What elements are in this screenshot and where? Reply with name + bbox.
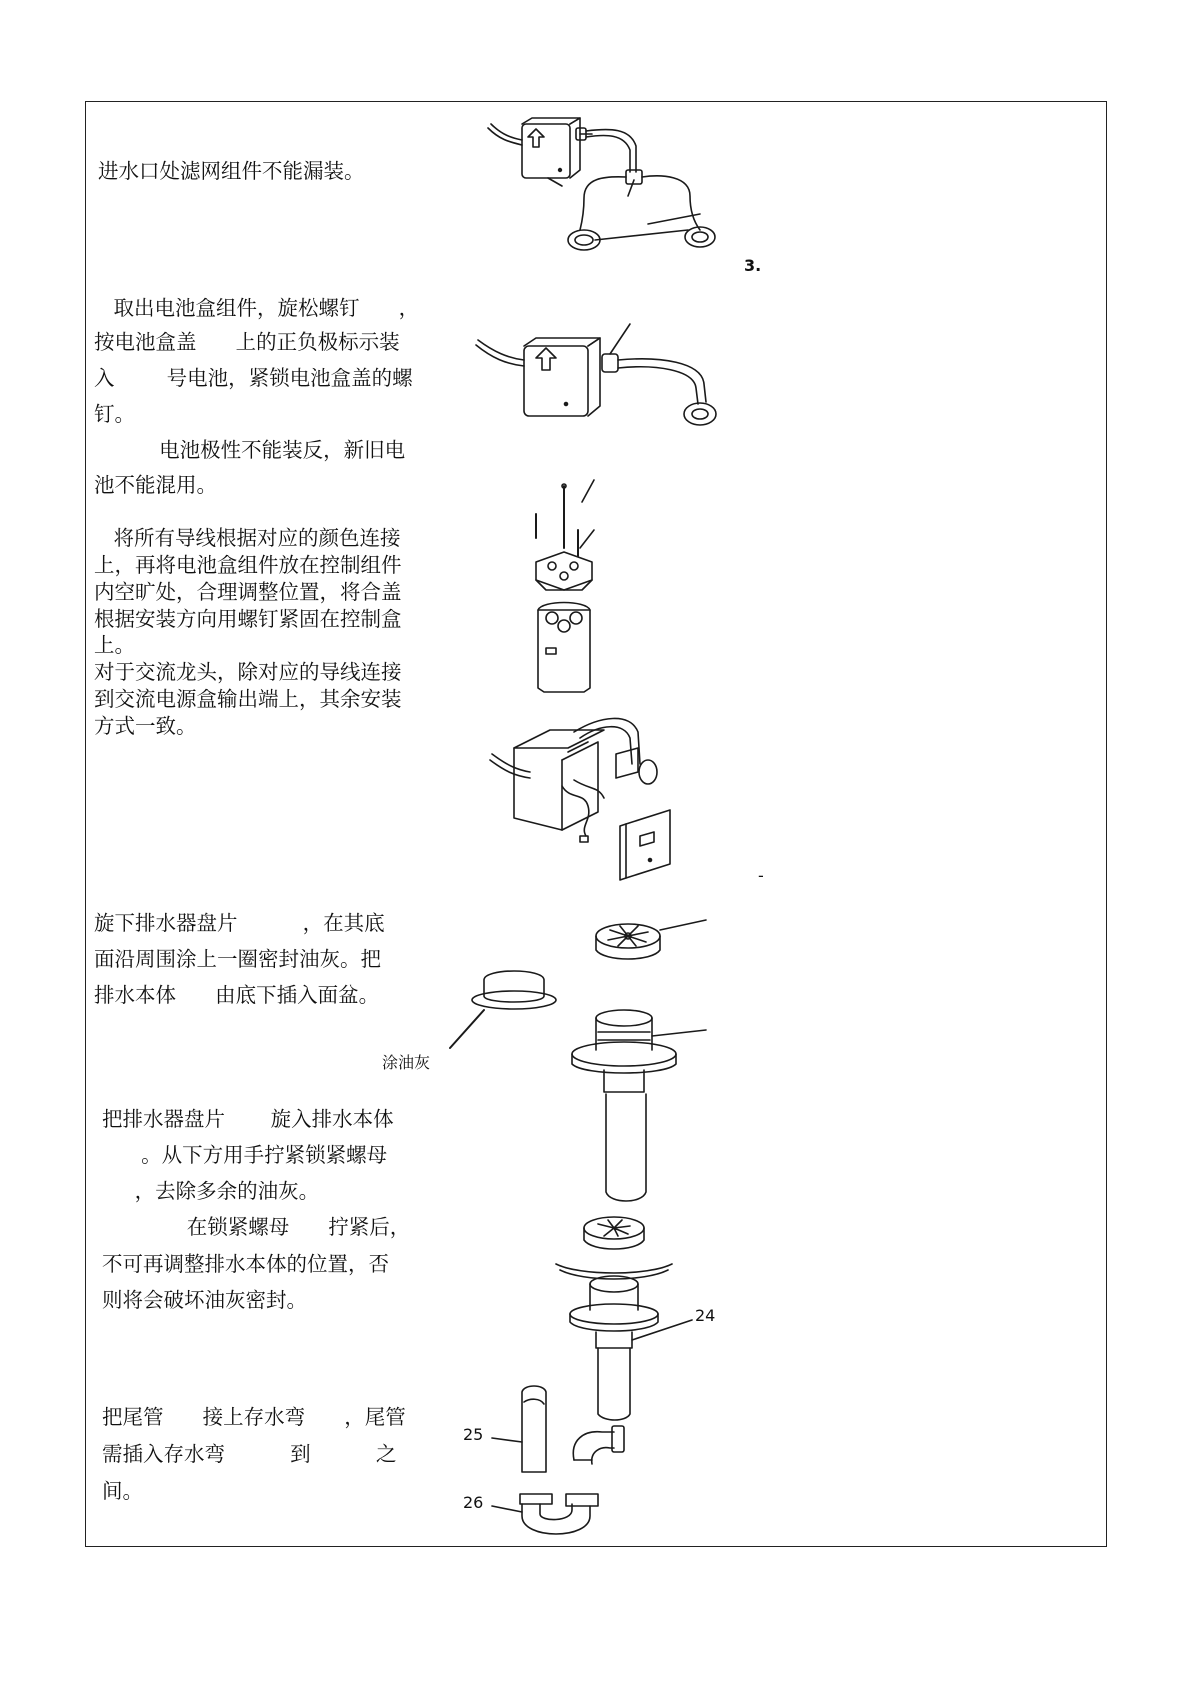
step3-line4: 根据安装方向用螺钉紧固在控制盒 [94, 607, 402, 631]
step3-line6: 对于交流龙头，除对应的导线连接 [94, 660, 402, 684]
step5-line6: 则将会破坏油灰密封。 [102, 1288, 307, 1312]
step5-line5: 不可再调整排水本体的位置，否 [102, 1252, 389, 1276]
drain-tightened-illustration [556, 1217, 692, 1420]
p-trap-illustration [492, 1386, 624, 1534]
step3-line5: 上。 [94, 633, 135, 657]
step3-line1: 将所有导线根据对应的颜色连接 [94, 526, 401, 550]
arrow-up-icon [528, 129, 544, 147]
part-25-label: 25 [463, 1425, 484, 1444]
step6-line2: 需插入存水弯 到 之 [102, 1442, 397, 1466]
step1-text: 进水口处滤网组件不能漏装。 [98, 159, 365, 183]
step6-line3: 间。 [102, 1479, 143, 1503]
step4-line2: 面沿周围涂上一圈密封油灰。把 [94, 947, 381, 971]
step5-line2: 。从下方用手拧紧锁紧螺母 [102, 1143, 388, 1167]
step-number-label: 3. [744, 256, 762, 275]
step5-line3: ，去除多余的油灰。 [102, 1179, 320, 1203]
drain-assembly-illustration [450, 920, 706, 1201]
putty-label: 涂油灰 [382, 1053, 431, 1072]
step3-line2: 上，再将电池盒组件放在控制组件 [94, 553, 402, 577]
part-26-label: 26 [463, 1493, 484, 1512]
control-box-hose-illustration [488, 118, 715, 250]
step4-line1: 旋下排水器盘片 ，在其底 [94, 911, 385, 935]
battery-holder-illustration [536, 480, 594, 692]
step3-line3: 内空旷处，合理调整位置，将合盖 [94, 580, 402, 604]
step6-line1: 把尾管 接上存水弯 ，尾管 [102, 1405, 406, 1429]
step3-line7: 到交流电源盒输出端上，其余安装 [94, 687, 402, 711]
step2-line3: 入 号电池，紧锁电池盒盖的螺 [94, 366, 413, 390]
arrow-up-icon [536, 348, 556, 370]
step2-line4: 钉。 [94, 402, 135, 426]
battery-box-illustration [476, 324, 716, 425]
step4-line3: 排水本体 由底下插入面盆。 [94, 983, 380, 1007]
step2-warning: 电池极性不能装反，新旧电 [94, 438, 406, 462]
step2-line1: 取出电池盒组件，旋松螺钉 ， [94, 296, 420, 320]
part-24-label: 24 [695, 1306, 716, 1325]
step2-line6: 池不能混用。 [94, 473, 217, 497]
step2-line2: 按电池盒盖 上的正负极标示装 [94, 330, 400, 354]
step5-warning: 在锁紧螺母 拧紧后， [102, 1215, 411, 1239]
open-control-box-illustration [490, 718, 670, 880]
step5-line1: 把排水器盘片 旋入排水本体 [102, 1107, 394, 1131]
dot-mark: - [758, 866, 764, 885]
step3-line8: 方式一致。 [94, 714, 197, 738]
